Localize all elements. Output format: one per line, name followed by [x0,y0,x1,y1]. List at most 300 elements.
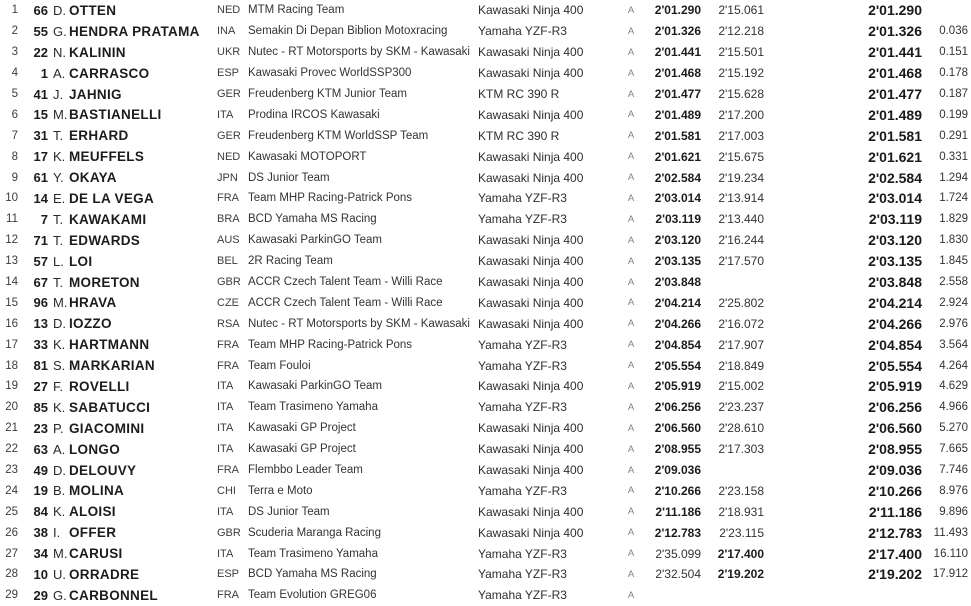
rider-initial: K. [53,149,66,165]
class-cell: A [627,339,635,351]
rider-surname: BASTIANELLI [69,107,162,123]
class-cell: A [627,318,635,330]
rider-name-cell [53,188,154,209]
rider-number-cell: 29 [33,587,48,603]
rider-surname: EDWARDS [69,232,141,248]
time2-cell: 2'28.610 [718,421,764,436]
position-cell: 28 [5,568,18,581]
class-cell: A [627,401,635,413]
rider-surname: KAWAKAMI [69,211,147,227]
position-cell: 26 [5,526,18,539]
rider-surname: ERHARD [69,128,129,144]
time1-cell: 2'01.441 [654,45,701,60]
rider-surname: MORETON [69,274,140,290]
class-cell: A [627,548,635,560]
class-cell: A [627,151,635,163]
bike-cell: Yamaha YZF-R3 [478,212,567,227]
team-cell: Team Trasimeno Yamaha [248,547,378,560]
rider-name-cell [53,585,158,606]
rider-name-cell [53,272,140,293]
time1-cell: 2'05.554 [654,358,701,373]
time1-cell: 2'09.036 [654,463,701,478]
rider-surname: GIACOMINI [69,420,145,436]
rider-initial: M. [53,107,68,123]
gap-cell: 0.036 [939,25,968,38]
table-row [0,585,971,606]
nationality-cell: GBR [217,526,241,539]
time2-cell: 2'19.234 [718,170,764,185]
rider-number-cell: 15 [33,107,48,123]
time2-cell [707,272,764,293]
nationality-cell: ITA [217,547,234,560]
team-cell: Kawasaki ParkinGO Team [248,234,383,247]
class-cell: A [627,297,635,309]
rider-number-cell: 31 [33,128,48,144]
rider-initial: B. [53,483,66,499]
rider-surname: JAHNIG [69,86,122,102]
table-row [0,84,971,105]
gap-cell: 5.270 [939,422,968,435]
class-cell: A [627,46,635,58]
gap-cell: 1.830 [939,234,968,247]
nationality-cell: BEL [217,255,238,268]
time1-cell: 2'01.477 [654,87,701,101]
best-time-cell: 2'01.581 [868,127,922,144]
rider-name-cell [53,63,149,84]
time2-cell: 2'17.570 [718,254,764,269]
best-time-cell: 2'04.266 [868,315,922,332]
rider-name-cell [53,501,116,522]
table-row [0,397,971,418]
rider-surname: IOZZO [69,316,112,332]
nationality-cell: ITA [217,505,234,518]
best-time-cell: 2'11.186 [868,503,922,520]
rider-number-cell: 84 [33,504,48,520]
class-cell: A [627,360,635,372]
time2-cell: 2'13.914 [718,191,764,206]
position-cell: 2 [11,25,18,38]
nationality-cell: ITA [217,380,234,393]
best-time-cell: 2'04.214 [868,294,922,311]
rider-initial: D. [53,2,66,18]
rider-initial: A. [53,441,66,457]
gap-cell: 17.912 [932,568,968,581]
gap-cell: 9.896 [939,505,968,518]
position-cell: 10 [5,192,18,205]
time1-cell: 2'01.489 [654,107,701,122]
gap-cell: 1.294 [939,171,968,184]
rider-number-cell: 85 [33,399,48,415]
class-cell: A [627,506,635,518]
table-row [0,292,971,313]
gap-cell: 16.110 [933,547,968,560]
time1-cell: 2'03.119 [655,212,701,227]
nationality-cell: ITA [217,422,234,435]
table-row [0,460,971,481]
table-row [0,564,971,585]
nationality-cell: CZE [217,296,239,309]
rider-surname: OFFER [69,525,117,541]
team-cell: Team MHP Racing-Patrick Pons [248,192,413,205]
gap-cell: 2.924 [939,296,968,309]
rider-surname: MOLINA [69,483,125,499]
rider-surname: ORRADRE [69,566,140,582]
nationality-cell: ESP [217,568,240,581]
bike-cell: Kawasaki Ninja 400 [478,275,584,290]
bike-cell: KTM RC 390 R [478,87,560,101]
rider-name-cell [53,522,116,543]
position-cell: 7 [11,129,18,142]
rider-number-cell: 41 [33,86,48,102]
position-cell: 21 [5,422,18,435]
gap-cell: 0.178 [939,67,968,80]
class-cell: A [627,234,635,246]
position-cell: 11 [6,213,18,226]
rider-name-cell [53,334,149,355]
time2-cell: 2'15.002 [718,379,764,394]
position-cell: 14 [5,276,18,289]
gap-cell: 4.264 [939,359,968,372]
team-cell: Team Trasimeno Yamaha [248,401,378,414]
time1-cell: 2'06.560 [654,421,701,436]
bike-cell: Yamaha YZF-R3 [478,337,567,352]
gap-cell: 3.564 [939,338,968,351]
bike-cell: Kawasaki Ninja 400 [478,107,584,122]
team-cell: Nutec - RT Motorsports by SKM - Kawasaki [248,46,470,59]
position-cell: 15 [5,296,18,309]
class-cell: A [627,568,635,580]
rider-initial: E. [53,190,66,206]
team-cell: Nutec - RT Motorsports by SKM - Kawasaki [248,317,470,330]
rider-number-cell: 67 [33,274,48,290]
team-cell: Semakin Di Depan Biblion Motoxracing [248,25,448,38]
time2-cell: 2'17.907 [718,337,764,352]
position-cell: 23 [5,464,18,477]
best-time-cell: 2'17.400 [868,545,922,562]
position-cell: 13 [5,255,18,268]
class-cell: A [627,464,635,476]
team-cell: Kawasaki ParkinGO Team [248,380,383,393]
gap-cell: 2.976 [939,317,968,330]
time1-cell: 2'03.120 [654,233,701,248]
team-cell: ACCR Czech Talent Team - Willi Race [248,276,443,289]
time1-cell [644,585,701,606]
table-row [0,167,971,188]
rider-initial: K. [53,399,66,415]
rider-surname: MEUFFELS [69,149,145,165]
gap-cell: 0.199 [939,108,968,121]
table-row [0,543,971,564]
position-cell: 1 [11,4,18,17]
best-time-cell: 2'08.955 [868,441,922,458]
rider-initial: A. [53,65,66,81]
gap-cell [925,585,968,606]
nationality-cell: INA [217,25,236,38]
nationality-cell: ITA [217,108,234,121]
rider-name-cell [53,292,117,313]
rider-surname: CARBONNEL [69,587,158,603]
bike-cell: Yamaha YZF-R3 [478,483,567,498]
time1-cell: 2'03.135 [654,254,701,269]
rider-name-cell [53,251,92,272]
rider-number-cell: 1 [40,65,48,81]
class-cell: A [627,25,635,37]
table-row [0,313,971,334]
time2-cell: 2'23.237 [718,400,764,415]
team-cell: Flembbo Leader Team [248,464,363,477]
rider-number-cell: 66 [33,2,48,18]
team-cell: Kawasaki Provec WorldSSP300 [248,67,412,80]
rider-initial: J. [53,86,64,102]
bike-cell: Yamaha YZF-R3 [478,358,567,373]
rider-initial: T. [53,232,64,248]
rider-surname: CARUSI [69,546,123,562]
table-row [0,125,971,146]
table-row [0,251,971,272]
time1-cell: 2'02.584 [654,170,701,185]
class-cell: A [627,109,635,121]
gap-cell: 1.845 [939,255,968,268]
bike-cell: Yamaha YZF-R3 [478,400,567,415]
rider-initial: S. [53,358,66,374]
best-time-cell: 2'04.854 [868,336,922,353]
rider-initial: G. [53,23,67,39]
bike-cell: Kawasaki Ninja 400 [478,149,584,164]
gap-cell: 4.966 [939,401,968,414]
rider-initial: T. [53,211,64,227]
rider-number-cell: 34 [33,546,48,562]
time2-cell [707,585,764,606]
rider-number-cell: 81 [33,358,48,374]
team-cell: Team MHP Racing-Patrick Pons [248,338,413,351]
bike-cell: Kawasaki Ninja 400 [478,421,584,436]
time1-cell: 2'04.214 [654,295,701,310]
rider-name-cell [53,84,122,105]
table-row [0,480,971,501]
table-row [0,501,971,522]
best-time-cell: 2'03.014 [868,190,922,207]
position-cell: 5 [11,88,18,100]
rider-number-cell: 38 [33,525,48,541]
time2-cell: 2'17.303 [718,442,764,457]
rider-surname: HRAVA [69,295,117,311]
time1-cell: 2'03.848 [654,275,701,290]
bike-cell: Yamaha YZF-R3 [478,567,567,582]
rider-number-cell: 13 [33,316,48,332]
time2-cell: 2'18.849 [718,358,764,373]
class-cell: A [627,485,635,497]
gap-cell: 4.629 [939,380,968,393]
rider-initial: I. [53,525,61,541]
time1-cell: 2'35.099 [655,546,701,561]
team-cell: 2R Racing Team [248,255,333,268]
rider-name-cell [53,397,150,418]
nationality-cell: FRA [217,359,239,372]
bike-cell: Kawasaki Ninja 400 [478,170,584,185]
rider-name-cell [53,418,144,439]
time2-cell: 2'15.061 [718,3,764,18]
best-time-cell: 2'01.326 [868,23,922,40]
rider-initial: T. [53,128,64,144]
rider-surname: HARTMANN [69,337,150,353]
class-cell: A [627,130,635,142]
position-cell: 22 [5,443,18,456]
time1-cell: 2'01.468 [654,66,701,81]
time2-cell: 2'17.400 [717,546,764,561]
bike-cell: Kawasaki Ninja 400 [478,525,584,540]
bike-cell: KTM RC 390 R [478,128,560,143]
best-time-cell: 2'05.919 [868,378,922,395]
rider-number-cell: 7 [40,211,48,227]
position-cell: 3 [11,46,18,59]
class-cell: A [627,276,635,288]
bike-cell: Kawasaki Ninja 400 [478,45,584,60]
rider-name-cell [53,564,139,585]
nationality-cell: FRA [217,464,239,477]
time1-cell: 2'04.266 [654,316,701,331]
rider-number-cell: 63 [33,441,48,457]
rider-number-cell: 23 [33,420,48,436]
rider-surname: ROVELLI [69,378,130,394]
nationality-cell: CHI [217,484,236,497]
time1-cell: 2'10.266 [654,483,701,498]
gap-cell: 1.829 [939,213,968,226]
position-cell: 20 [5,401,18,414]
table-row [0,0,971,21]
gap-cell: 1.724 [939,192,968,205]
nationality-cell: ITA [217,401,234,414]
nationality-cell: AUS [217,234,240,247]
rider-initial: M. [53,295,68,311]
nationality-cell: UKR [217,46,241,59]
bike-cell: Kawasaki Ninja 400 [478,66,584,81]
bike-cell: Yamaha YZF-R3 [478,191,567,206]
best-time-cell: 2'02.584 [868,169,922,186]
rider-surname: LONGO [69,441,120,457]
best-time-cell [838,585,922,606]
time1-cell: 2'08.955 [654,442,701,457]
position-cell: 27 [5,547,18,560]
class-cell: A [627,527,635,539]
time2-cell: 2'16.072 [718,316,764,331]
rider-number-cell: 57 [33,253,48,269]
rider-number-cell: 49 [33,462,48,478]
rider-number-cell: 33 [33,337,48,353]
gap-cell: 0.187 [939,88,968,100]
position-cell: 24 [5,484,18,497]
table-row [0,146,971,167]
rider-surname: ALOISI [69,504,116,520]
time2-cell: 2'25.802 [718,295,764,310]
rider-name-cell [53,439,120,460]
bike-cell: Kawasaki Ninja 400 [478,233,584,248]
rider-initial: T. [53,274,64,290]
rider-surname: DE LA VEGA [69,190,155,206]
time2-cell: 2'15.192 [718,66,764,81]
time2-cell: 2'17.200 [718,107,764,122]
rider-number-cell: 17 [33,149,48,165]
bike-cell: Yamaha YZF-R3 [478,546,567,561]
position-cell: 29 [5,589,18,602]
bike-cell: Kawasaki Ninja 400 [478,316,584,331]
class-cell: A [627,255,635,267]
rider-name-cell [53,230,140,251]
gap-cell: 8.976 [939,484,968,497]
time2-cell: 2'12.218 [718,24,764,39]
best-time-cell: 2'05.554 [868,357,922,374]
position-cell: 9 [11,171,18,184]
rider-surname: MARKARIAN [69,358,155,374]
nationality-cell: FRA [217,589,239,602]
time1-cell: 2'05.919 [654,379,701,394]
bike-cell: Kawasaki Ninja 400 [478,379,584,394]
rider-name-cell [53,104,162,125]
class-cell: A [627,589,635,601]
position-cell: 25 [5,505,18,518]
gap-cell [925,0,968,21]
rider-name-cell [53,146,144,167]
rider-surname: SABATUCCI [69,399,151,415]
table-row [0,63,971,84]
best-time-cell: 2'01.441 [868,44,922,61]
class-cell: A [627,4,635,16]
bike-cell: Kawasaki Ninja 400 [478,295,584,310]
bike-cell: Kawasaki Ninja 400 [478,463,584,478]
nationality-cell: GER [217,88,241,100]
time2-cell: 2'15.501 [718,45,764,60]
best-time-cell: 2'03.848 [868,274,922,291]
rider-initial: U. [53,566,66,582]
rider-number-cell: 61 [33,170,48,186]
best-time-cell: 2'01.621 [868,148,922,165]
time2-cell [707,460,764,481]
time1-cell: 2'32.504 [655,567,701,582]
team-cell: Kawasaki MOTOPORT [248,150,367,163]
time1-cell: 2'01.581 [654,128,701,143]
class-cell: A [627,380,635,392]
best-time-cell: 2'03.120 [868,232,922,249]
time2-cell: 2'17.003 [718,128,764,143]
table-row [0,104,971,125]
nationality-cell: NED [217,4,241,17]
rider-initial: N. [53,44,66,60]
time2-cell: 2'15.675 [718,149,764,164]
time1-cell: 2'11.186 [655,504,701,519]
table-row [0,272,971,293]
rider-surname: OTTEN [69,2,117,18]
time2-cell: 2'19.202 [717,567,764,582]
rider-name-cell [53,480,124,501]
best-time-cell: 2'10.266 [868,482,922,499]
rider-initial: D. [53,316,66,332]
rider-surname: OKAYA [69,170,117,186]
class-cell: A [627,443,635,455]
time2-cell: 2'15.628 [718,87,764,101]
team-cell: ACCR Czech Talent Team - Willi Race [248,296,443,309]
team-cell: Freudenberg KTM WorldSSP Team [248,129,429,142]
time1-cell: 2'06.256 [654,400,701,415]
best-time-cell: 2'06.256 [868,399,922,416]
team-cell: BCD Yamaha MS Racing [248,213,377,226]
bike-cell: Yamaha YZF-R3 [478,588,567,603]
position-cell: 6 [11,108,18,121]
best-time-cell: 2'01.290 [868,2,922,19]
rider-name-cell [53,209,146,230]
time1-cell: 2'01.326 [654,24,701,39]
nationality-cell: GER [217,129,241,142]
rider-name-cell [53,167,117,188]
rider-number-cell: 10 [33,566,48,582]
